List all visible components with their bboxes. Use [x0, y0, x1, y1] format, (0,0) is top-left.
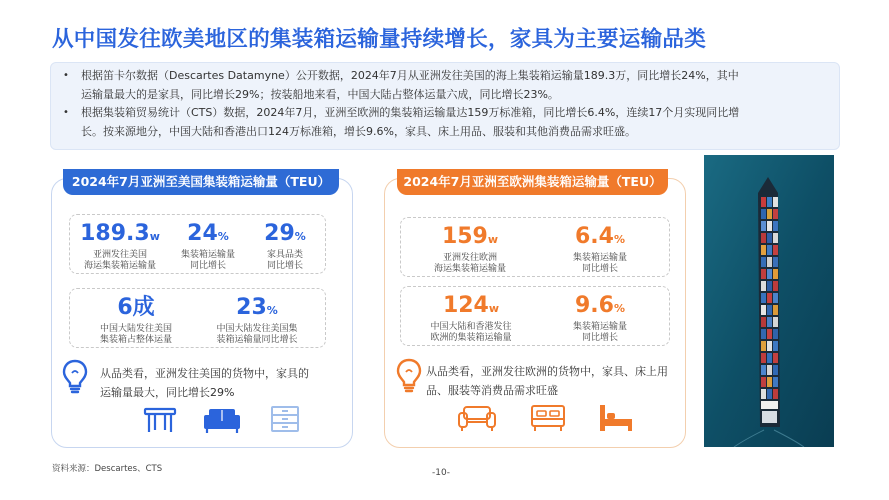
- stat-label: 集装箱运输量: [572, 322, 627, 332]
- note-text: 运输量最大，同比增长29%: [100, 386, 235, 399]
- stat-value: 29: [264, 221, 295, 246]
- europe-stat-volume: [420, 224, 520, 275]
- stat-label: 集装箱占整体运量: [99, 335, 172, 345]
- note-text: 从品类看，亚洲发往美国的货物中，家具的: [100, 367, 309, 380]
- europe-stat-china-growth: [555, 293, 645, 344]
- stat-label: 同比增长: [189, 261, 226, 271]
- stat-label: 同比增长: [581, 264, 618, 274]
- lightbulb-icon: [62, 359, 88, 395]
- bullet-text: 长。按来源地分，中国大陆和香港出口124万标准箱，增长9.6%，家具、床上用品、服装和其他消费品需求旺盛。: [81, 124, 636, 138]
- stat-label: 集装箱运输量: [572, 253, 627, 263]
- bullet-dot: •: [63, 107, 69, 118]
- stat-label: 海运集装箱运输量: [433, 264, 506, 274]
- container-ship-photo: [704, 155, 834, 447]
- usa-note: [100, 364, 340, 402]
- stat-value: 124: [442, 293, 489, 318]
- stat-label: 同比增长: [581, 333, 618, 343]
- sofa-icon: [203, 406, 241, 434]
- page-title: 从中国发往欧美地区的集装箱运输量持续增长，家具为主要运输品类: [52, 27, 707, 52]
- bullet-item: [63, 67, 829, 104]
- bullet-text: 根据笛卡尔数据（Descartes Datamyne）公开数据，2024年7月从亚洲发往美国的海上集装箱运输量189.3万，同比增长24%，其中: [81, 69, 739, 82]
- stat-value: 9.6: [574, 293, 614, 318]
- stat-unit: %: [613, 302, 625, 315]
- stat-unit: %: [613, 233, 625, 246]
- stat-label: 海运集装箱运输量: [83, 261, 156, 271]
- bullet-dot: •: [63, 70, 69, 81]
- stat-label: 中国大陆和香港发往: [430, 322, 512, 332]
- note-text: 从品类看，亚洲发往欧洲的货物中，家具、床上用: [426, 365, 668, 378]
- stat-label: 中国大陆发往美国集: [216, 324, 298, 334]
- usa-stat-china-share: [82, 295, 190, 346]
- usa-stat-volume: [72, 221, 168, 272]
- table-icon: [143, 406, 177, 434]
- bullet-text: 运输量最大的是家具，同比增长29%；按装船地来看，中国大陆占整体运量六成，同比增长23%。: [81, 87, 559, 101]
- stat-value: 159: [441, 224, 488, 249]
- usa-stat-growth: [172, 221, 244, 272]
- stat-value: 6.4: [574, 224, 614, 249]
- europe-stat-china-volume: [416, 293, 526, 344]
- stat-label: 亚洲发往欧洲: [442, 253, 497, 263]
- stat-value: 6成: [117, 295, 155, 320]
- stat-value: 24: [187, 221, 218, 246]
- stat-label: 中国大陆发往美国: [99, 324, 172, 334]
- stat-label: 同比增长: [266, 261, 303, 271]
- stat-label: 亚洲发往美国: [92, 250, 147, 260]
- note-text: 品、服装等消费品需求旺盛: [426, 384, 558, 397]
- source-note: 资料来源：Descartes、CTS: [52, 464, 163, 474]
- europe-stat-growth: [555, 224, 645, 275]
- europe-note: [426, 362, 686, 400]
- stat-label: 集装箱运输量: [180, 250, 235, 260]
- bullet-text: 根据集装箱贸易统计（CTS）数据，2024年7月，亚洲至欧洲的集装箱运输量达159万标准箱，同比增长6.4%，连续17个月实现同比增: [81, 106, 740, 119]
- stat-unit: w: [487, 233, 499, 246]
- stat-unit: w: [149, 230, 160, 243]
- europe-panel-title: 2024年7月亚洲至欧洲集装箱运输量（TEU）: [397, 169, 668, 195]
- bed-icon: [598, 403, 634, 433]
- bed-icon: [530, 404, 566, 432]
- stat-label: 欧洲的集装箱运输量: [430, 333, 512, 343]
- usa-stat-china-growth: [198, 295, 316, 346]
- stat-unit: %: [266, 304, 278, 317]
- stat-label: 装箱运输量同比增长: [216, 335, 298, 345]
- stat-label: 家具品类: [266, 250, 303, 260]
- summary-bullets: [50, 62, 840, 150]
- stat-unit: %: [217, 230, 229, 243]
- cabinet-icon: [270, 405, 300, 434]
- stat-unit: w: [488, 302, 500, 315]
- usa-stat-furniture: [250, 221, 320, 272]
- sofa-icon: [458, 404, 496, 432]
- page-number: -10-: [432, 468, 450, 478]
- bullet-item: [63, 104, 829, 141]
- stat-unit: %: [294, 230, 306, 243]
- lightbulb-icon: [396, 358, 422, 394]
- stat-value: 23: [236, 295, 267, 320]
- stat-value: 189.3: [80, 221, 150, 246]
- usa-panel-title: 2024年7月亚洲至美国集装箱运输量（TEU）: [63, 169, 339, 195]
